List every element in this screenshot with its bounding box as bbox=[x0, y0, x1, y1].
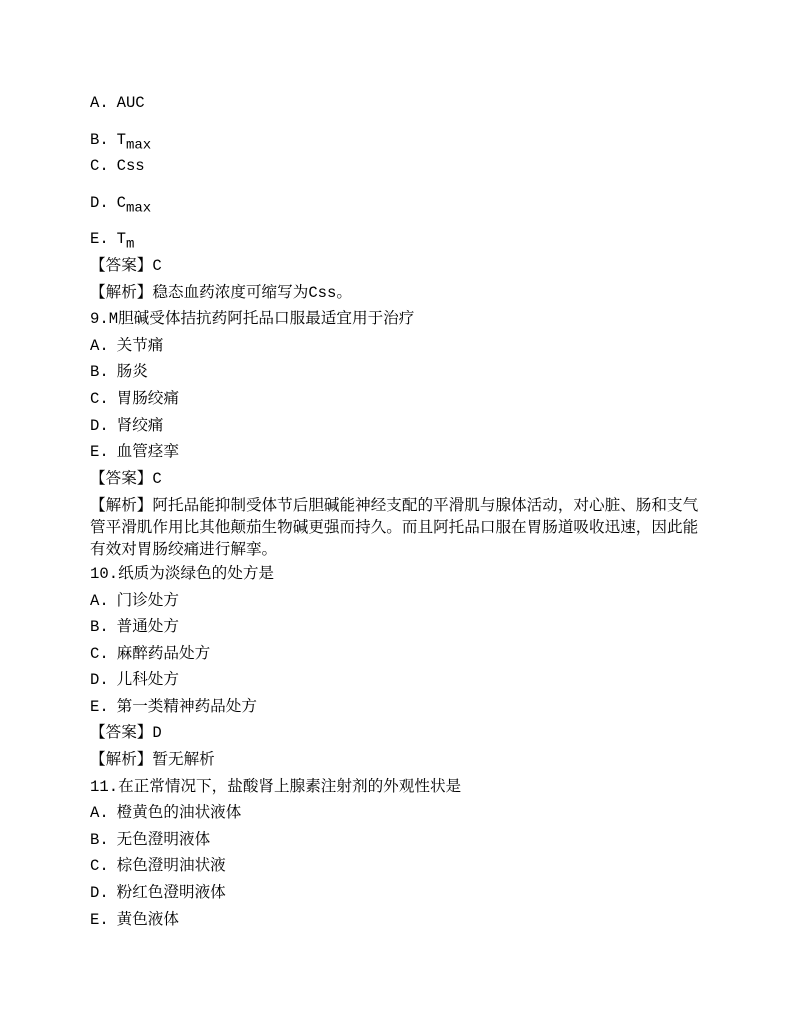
answer-value: D bbox=[152, 724, 162, 743]
option-text: 肾绞痛 bbox=[116, 416, 164, 435]
option-text: 第一类精神药品处方 bbox=[116, 697, 257, 716]
exam-content bbox=[90, 90, 702, 933]
option-row bbox=[90, 827, 702, 854]
option-text: 门诊处方 bbox=[116, 591, 179, 610]
option-subscript: max bbox=[125, 137, 152, 154]
option-text: 麻醉药品处方 bbox=[116, 644, 211, 663]
option-letter: D. bbox=[90, 671, 109, 690]
option-text: Css bbox=[116, 157, 145, 176]
analysis-text: 暂无解析 bbox=[152, 751, 215, 770]
option-text: 血管痉挛 bbox=[116, 443, 179, 462]
option-text: 无色澄明液体 bbox=[116, 830, 211, 849]
option-row bbox=[90, 90, 702, 117]
answer-value: C bbox=[152, 469, 162, 488]
answer-label: 【答案】 bbox=[90, 256, 153, 275]
option-letter: B. bbox=[90, 130, 109, 149]
option-letter: A. bbox=[90, 804, 109, 823]
option-text: 关节痛 bbox=[116, 336, 164, 355]
option-row bbox=[90, 800, 702, 827]
option-subscript: max bbox=[125, 200, 152, 217]
option-row bbox=[90, 439, 702, 466]
option-text: T bbox=[116, 230, 126, 249]
option-row bbox=[90, 614, 702, 641]
option-text: T bbox=[116, 130, 126, 149]
option-letter: A. bbox=[90, 94, 109, 112]
answer-line bbox=[90, 720, 702, 747]
analysis-text: 阿托品能抑制受体节后胆碱能神经支配的平滑肌与腺体活动，对心脏、肠和支气管平滑肌作用比其他颠茄生物碱更强而持久。而且阿托品口服在胃肠道吸收迅速，因此能有效对胃肠绞痛进行解挛。 bbox=[90, 496, 699, 559]
option-text: C bbox=[116, 193, 126, 212]
option-letter: C. bbox=[90, 389, 109, 408]
option-row bbox=[90, 694, 702, 721]
question-block bbox=[90, 774, 702, 934]
analysis-line bbox=[90, 747, 702, 774]
answer-label: 【答案】 bbox=[90, 724, 153, 743]
question-block bbox=[90, 90, 702, 306]
option-letter: E. bbox=[90, 443, 109, 462]
option-row bbox=[90, 386, 702, 413]
option-text: 儿科处方 bbox=[116, 671, 179, 690]
answer-line bbox=[90, 466, 702, 493]
option-letter: C. bbox=[90, 644, 109, 663]
option-letter: B. bbox=[90, 618, 109, 637]
option-letter: E. bbox=[90, 230, 109, 249]
option-row bbox=[90, 117, 702, 154]
option-row bbox=[90, 216, 702, 253]
option-row bbox=[90, 588, 702, 615]
option-letter: E. bbox=[90, 910, 109, 929]
option-letter: D. bbox=[90, 193, 109, 212]
option-letter: C. bbox=[90, 857, 109, 876]
option-subscript: m bbox=[125, 236, 135, 253]
analysis-label: 【解析】 bbox=[90, 751, 153, 770]
option-row bbox=[90, 153, 702, 180]
option-letter: B. bbox=[90, 363, 109, 382]
option-row bbox=[90, 359, 702, 386]
option-text: 肠炎 bbox=[116, 363, 148, 382]
analysis-text: 稳态血药浓度可缩写为Css。 bbox=[152, 283, 352, 302]
option-row bbox=[90, 853, 702, 880]
option-text: AUC bbox=[116, 94, 145, 112]
analysis-paragraph bbox=[90, 492, 702, 561]
option-row bbox=[90, 667, 702, 694]
answer-line bbox=[90, 253, 702, 280]
answer-value: C bbox=[152, 256, 162, 275]
question-stem: 10.纸质为淡绿色的处方是 bbox=[90, 564, 275, 583]
option-letter: D. bbox=[90, 416, 109, 435]
option-letter: A. bbox=[90, 336, 109, 355]
option-row bbox=[90, 880, 702, 907]
answer-label: 【答案】 bbox=[90, 469, 153, 488]
option-letter: E. bbox=[90, 697, 109, 716]
option-letter: C. bbox=[90, 157, 109, 176]
option-row bbox=[90, 641, 702, 668]
option-row bbox=[90, 180, 702, 217]
option-row bbox=[90, 333, 702, 360]
option-text: 棕色澄明油状液 bbox=[116, 857, 226, 876]
analysis-label: 【解析】 bbox=[90, 496, 153, 515]
option-text: 黄色液体 bbox=[116, 910, 179, 929]
option-row bbox=[90, 907, 702, 934]
question-stem: 11.在正常情况下，盐酸肾上腺素注射剂的外观性状是 bbox=[90, 777, 462, 796]
question-stem: 9.M胆碱受体拮抗药阿托品口服最适宜用于治疗 bbox=[90, 310, 415, 329]
option-letter: B. bbox=[90, 830, 109, 849]
option-text: 粉红色澄明液体 bbox=[116, 884, 226, 903]
analysis-line bbox=[90, 280, 702, 307]
analysis-label: 【解析】 bbox=[90, 283, 153, 302]
question-block bbox=[90, 306, 702, 561]
option-row bbox=[90, 413, 702, 440]
option-text: 胃肠绞痛 bbox=[116, 389, 179, 408]
option-letter: D. bbox=[90, 884, 109, 903]
question-block bbox=[90, 561, 702, 774]
option-letter: A. bbox=[90, 591, 109, 610]
option-text: 普通处方 bbox=[116, 618, 179, 637]
option-text: 橙黄色的油状液体 bbox=[116, 804, 242, 823]
